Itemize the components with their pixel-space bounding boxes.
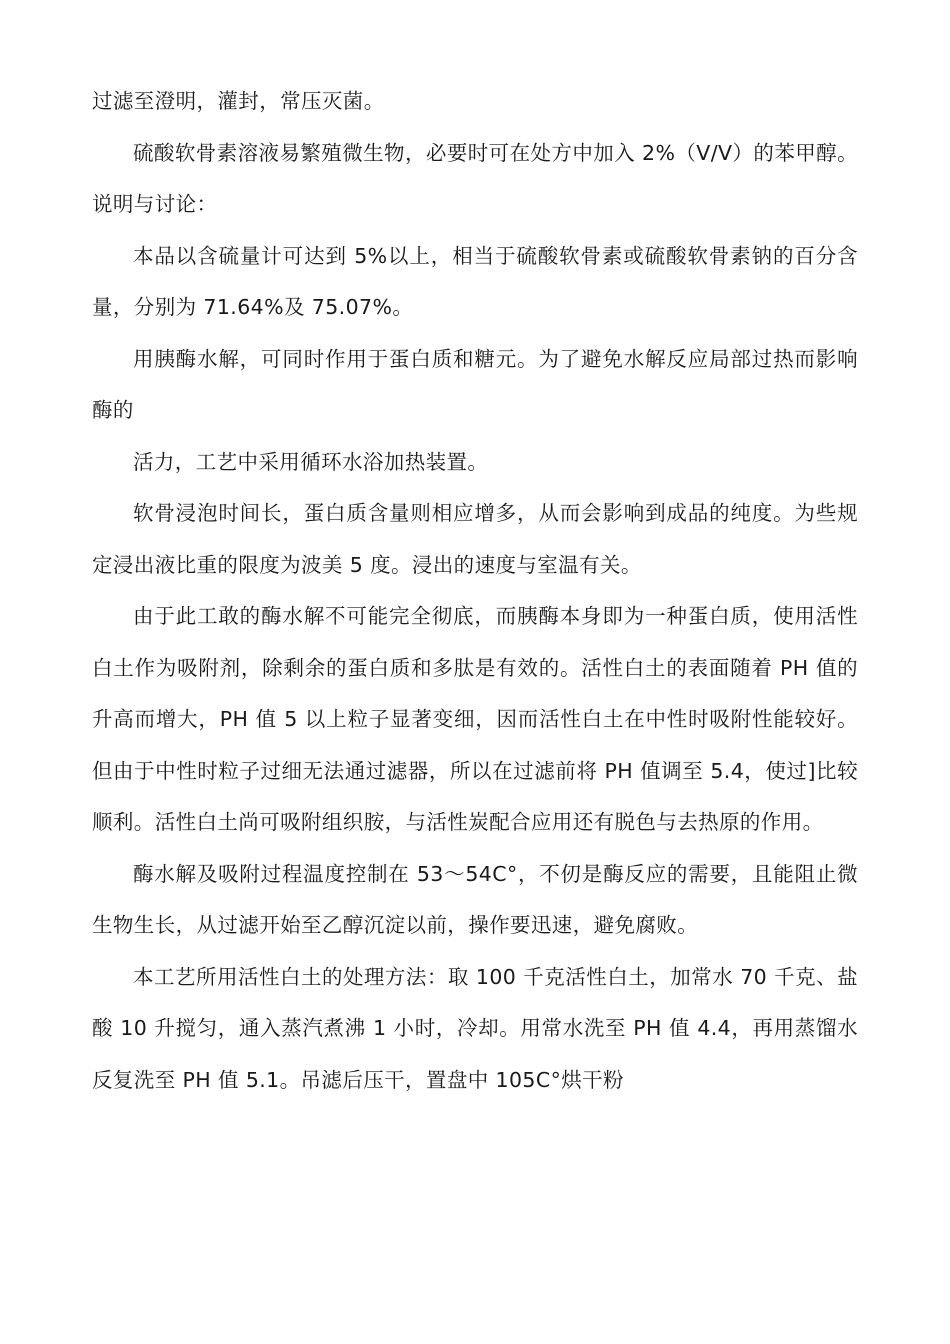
- paragraph: 由于此工敢的酶水解不可能完全彻底，而胰酶本身即为一种蛋白质，使用活性白土作为吸附剂，除剩余的蛋白质和多肽是有效的。活性白土的表面随着 PH 值的升高而增大，PH 值 5 以上粒子显著变细，因而活性白土在中性时吸附性能较好。但由于中性时粒子过细无法通过滤器，所以在过滤前将 PH 值调至 5.4，使过]比较顺利。活性白土尚可吸附组织胺，与活性炭配合应用还有脱色与去热原的作用。: [92, 604, 858, 834]
- paragraph: 活力，工艺中采用循环水浴加热装置。: [133, 449, 489, 474]
- paragraph: 本工艺所用活性白土的处理方法：取 100 千克活性白土，加常水 70 千克、盐酸 10 升搅匀，通入蒸汽煮沸 1 小时，冷却。用常水洗至 PH 值 4.4，再用蒸馏水反复洗至 PH 值 5.1。吊滤后压干，置盘中 105C°烘干粉: [92, 964, 858, 1092]
- paragraph: 硫酸软骨素溶液易繁殖微生物，必要时可在处方中加入 2%（V/V）的苯甲醇。 说明与讨论：: [92, 140, 858, 216]
- paragraph: 用胰酶水解，可同时作用于蛋白质和糖元。为了避免水解反应局部过热而影响酶的: [92, 346, 858, 422]
- document-body: [92, 76, 858, 1106]
- paragraph: 本品以含硫量计可达到 5%以上，相当于硫酸软骨素或硫酸软骨素钠的百分含量，分别为 71.64%及 75.07%。: [92, 243, 858, 319]
- paragraph: 软骨浸泡时间长，蛋白质含量则相应增多，从而会影响到成品的纯度。为些规定浸出液比重的限度为波美 5 度。浸出的速度与室温有关。: [92, 501, 858, 577]
- paragraph: 酶水解及吸附过程温度控制在 53～54C°，不仞是酶反应的需要，且能阻止微生物生长，从过滤开始至乙醇沉淀以前，操作要迅速，避免腐败。: [92, 861, 858, 937]
- paragraph-continuation: 过滤至澄明，灌封，常压灭菌。: [92, 89, 385, 113]
